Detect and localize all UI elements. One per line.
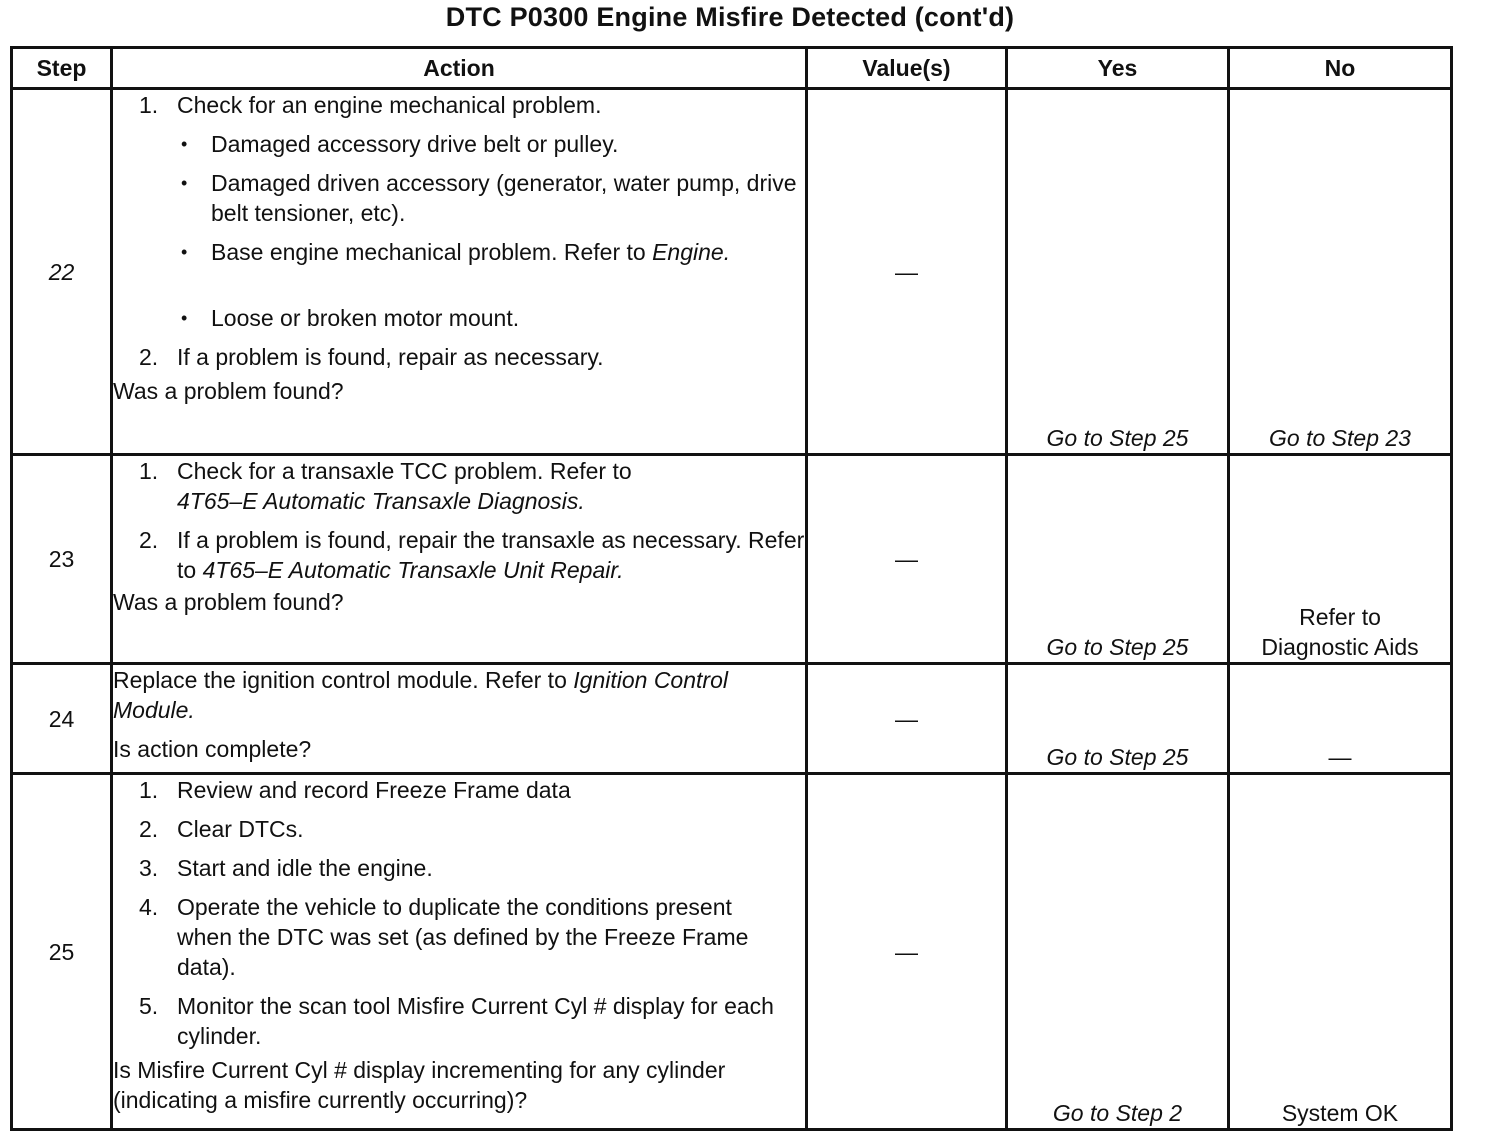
action-step [113, 853, 805, 883]
header-action: Action [112, 48, 807, 89]
step-text: Review and record Freeze Frame data [177, 777, 571, 803]
header-values: Value(s) [807, 48, 1007, 89]
no-cell: Go to Step 23 [1229, 89, 1452, 455]
header-row [12, 48, 1452, 89]
yes-cell: Go to Step 25 [1007, 89, 1229, 455]
yes-cell: Go to Step 25 [1007, 455, 1229, 664]
table-row [12, 455, 1452, 664]
step-index: 5. [139, 993, 159, 1019]
bullet-item: • Damaged accessory drive belt or pulley. [177, 129, 805, 159]
action-step [113, 342, 805, 372]
action-question: Was a problem found? [113, 378, 344, 404]
action-cell [112, 774, 807, 1130]
no-cell: — [1229, 664, 1452, 774]
action-step [113, 456, 805, 516]
header-step: Step [12, 48, 112, 89]
header-yes: Yes [1007, 48, 1229, 89]
step-text: Clear DTCs. [177, 816, 304, 842]
action-question: Is Misfire Current Cyl # display incrementing for any cylinder (indicating a misfire currently occurring)? [113, 1057, 726, 1113]
bullet-item: • Loose or broken motor mount. [177, 303, 805, 333]
table-row [12, 774, 1452, 1130]
step-index: 1. [139, 458, 159, 484]
step-text: Start and idle the engine. [177, 855, 433, 881]
value-cell: — [807, 89, 1007, 455]
bullet-item: • Damaged driven accessory (generator, water pump, drive belt tensioner, etc). [177, 168, 805, 228]
step-text: Check for a transaxle TCC problem. Refer to [177, 458, 632, 484]
action-text: Replace the ignition control module. Refer to Ignition Control Module. [113, 667, 728, 723]
step-index: 1. [139, 777, 159, 803]
action-step [113, 814, 805, 844]
step-number: 25 [12, 774, 112, 1130]
header-no: No [1229, 48, 1452, 89]
no-cell: System OK [1229, 774, 1452, 1130]
manual-reference: 4T65–E Automatic Transaxle Unit Repair. [202, 557, 624, 583]
step-text: If a problem is found, repair as necessary. [177, 344, 604, 370]
step-number: 23 [12, 455, 112, 664]
value-cell: — [807, 664, 1007, 774]
step-text: Operate the vehicle to duplicate the conditions present when the DTC was set (as defined by the Freeze Frame data). [177, 894, 749, 980]
action-question: Was a problem found? [113, 589, 344, 615]
step-index: 1. [139, 92, 159, 118]
action-step [113, 525, 805, 585]
table-row [12, 89, 1452, 455]
no-cell: Refer to Diagnostic Aids [1229, 455, 1452, 664]
diagnostic-table [10, 46, 1453, 1131]
step-text: If a problem is found, repair the transaxle as necessary. Refer to [177, 527, 805, 583]
manual-reference: Ignition Control Module. [113, 667, 728, 723]
action-question: Is action complete? [113, 736, 312, 762]
manual-reference: Engine. [652, 239, 731, 265]
action-cell [112, 664, 807, 774]
value-cell: — [807, 774, 1007, 1130]
action-cell [112, 455, 807, 664]
step-number: 22 [12, 89, 112, 455]
step-number: 24 [12, 664, 112, 774]
step-index: 3. [139, 855, 159, 881]
step-index: 2. [139, 344, 159, 370]
action-step [113, 90, 805, 333]
step-index: 2. [139, 527, 159, 553]
yes-cell: Go to Step 2 [1007, 774, 1229, 1130]
step-index: 2. [139, 816, 159, 842]
action-step [113, 892, 805, 982]
step-index: 4. [139, 894, 159, 920]
bullet-item: • Base engine mechanical problem. Refer to Engine. [177, 237, 805, 267]
action-cell [112, 89, 807, 455]
value-cell: — [807, 455, 1007, 664]
action-step [113, 991, 805, 1051]
action-step [113, 775, 805, 805]
step-text: Monitor the scan tool Misfire Current Cyl # display for each cylinder. [177, 993, 774, 1049]
page-title: DTC P0300 Engine Misfire Detected (cont'd) [445, 2, 1015, 32]
yes-cell: Go to Step 25 [1007, 664, 1229, 774]
step-text: Check for an engine mechanical problem. [177, 92, 602, 118]
manual-reference: 4T65–E Automatic Transaxle Diagnosis. [177, 488, 585, 514]
table-row [12, 664, 1452, 774]
